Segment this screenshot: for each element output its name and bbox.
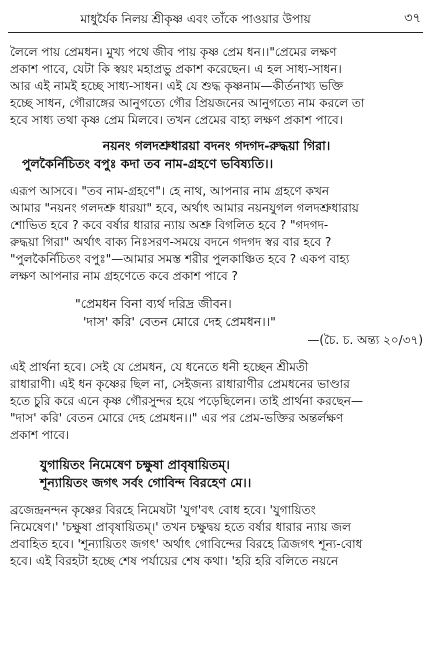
text-line: হবে সাধ্য তথা কৃষ্ণ প্রেম মিলবে। তখন প্রেমের বাহ্য লক্ষণ প্রকাশ পাবে। (10, 113, 343, 127)
text-line: হবে। এই বিরহটা হচ্ছে শেষ পর্যায়ের শেষ কথা। 'হরি হরি বলিতে নয়নে (10, 554, 339, 568)
page-body (10, 44, 423, 570)
paragraph-1 (10, 44, 423, 129)
verse-line: শূন্যায়িতং জগৎ সর্বং গোবিন্দ বিরহেণ মে।। (40, 475, 252, 490)
text-line: প্রবাহিত হবে। 'শূন্যায়িতং জগৎ' অর্থাৎ গোবিন্দের বিরহে ত্রিজগৎ শূন্য-বোধ (10, 537, 363, 551)
verse-line: 'দাস' করি' বেতন মোরে দেহ প্রেমধন।।" (83, 314, 276, 329)
verse-2 (10, 295, 423, 331)
verse-1 (10, 137, 423, 173)
verse-reference: —(চৈ. চ. অন্ত্য ২০/৩৭) (307, 333, 423, 347)
running-header (8, 10, 423, 28)
text-line: প্রকাশ পাবে, যেটা কি স্বয়ং মহাপ্রভু প্রকাশ করেছেন। এ হল সাধ্য-সাধন। (10, 62, 342, 76)
text-line: শোভিত হবে ? কবে বর্ষার ধারার ন্যায় অশ্রু বিগলিত হবে ? "গদগদ- (10, 218, 329, 232)
text-line: আমার "নয়নং গলদশ্রু ধারয়া" হবে, অর্থাৎ আমার নয়নযুগল গলদশ্রুধারায় (10, 201, 359, 215)
paragraph-4 (10, 502, 423, 570)
verse-line: নয়নং গলদশ্রুধারয়া বদনং গদগদ-রুদ্ধয়া গিরা। (102, 138, 331, 153)
text-line: রাধারাণী। এই ধন কৃষ্ণের ছিল না, সেইজন্য রাধারাণীর প্রেমধনের ভাণ্ডার (10, 377, 350, 391)
text-line: "পুলকৈর্নিচিতং বপুঃ"—আমার সমস্ত শরীর পুলকাঞ্চিত হবে ? একপ বাহ্য (10, 252, 350, 266)
verse-line: "প্রেমধন বিনা ব্যর্থ দরিদ্র জীবন। (75, 296, 232, 311)
text-line: রুদ্ধয়া গিরা" অর্থাৎ বাক্য নিঃসরণ-সময়ে বদনে গদগদ স্বর বার হবে ? (10, 235, 332, 249)
text-line: ব্রজেন্দ্রনন্দন কৃষ্ণের বিরহে নিমেষটা 'যুগ'বৎ বোধ হবে। 'যুগায়িতং (10, 503, 316, 517)
text-line: লক্ষণ আপনার নাম গ্রহণেতে কবে প্রকাশ পাবে ? (10, 269, 238, 283)
header-title: মাধুর্যৈক নিলয় শ্রীকৃষ্ণ এবং তাঁকে পাওয়ার উপায় (80, 12, 311, 26)
paragraph-3 (10, 359, 423, 444)
verse-line: যুগায়িতং নিমেষেণ চক্ষুষা প্রাবৃষায়িতম্। (40, 457, 230, 472)
text-line: নিমেষেণ।' 'চক্ষুষা প্রাবৃষায়িতম্।' তখন চক্ষুদ্বয় হতে বর্ষার ধারার ন্যায় জল (10, 520, 351, 534)
text-line: লৈলে পায় প্রেমধন। মুখ্য পথে জীব পায় কৃষ্ণ প্রেম ধন।।"প্রেমের লক্ষণ (10, 45, 337, 59)
text-line: আর এই নামই হচ্ছে সাধ্য-সাধন। এই যে শুদ্ধ কৃষ্ণনাম—কীর্তনাখ্য ভক্তি (10, 79, 344, 93)
paragraph-2 (10, 183, 423, 285)
text-line: হতে চুরি করে এনে কৃষ্ণ গৌরসুন্দর হয়ে পড়েছিলেন। তাই প্রার্থনা করছেন— (10, 394, 363, 408)
verse-line: পুলকৈর্নিচিতং বপুঃ কদা তব নাম-গ্রহণে ভবিষ্যতি।। (22, 156, 274, 171)
text-line: এই প্রার্থনা হবে। সেই যে প্রেমধন, যে ধনেতে ধনী হচ্ছেন শ্রীমতী (10, 360, 309, 374)
text-line: "দাস' করি' বেতন মোরে দেহ প্রেমধন।।" এর পর প্রেম-ভক্তির অন্তর্লক্ষণ (10, 411, 344, 425)
text-line: এরূপ আসবে। "তব নাম-গ্রহণে"। হে নাথ, আপনার নাম গ্রহণে কখন (10, 184, 329, 198)
header-rule (8, 32, 423, 33)
text-line: প্রকাশ পাবে। (10, 428, 70, 442)
verse-3 (10, 456, 423, 492)
text-line: হচ্ছে সাধন, গৌরাঙ্গের আনুগত্যে গৌর প্রিয়জনের আনুগত্যে নাম করলে তা (10, 96, 365, 110)
page-number: ৩৭ (404, 11, 421, 26)
